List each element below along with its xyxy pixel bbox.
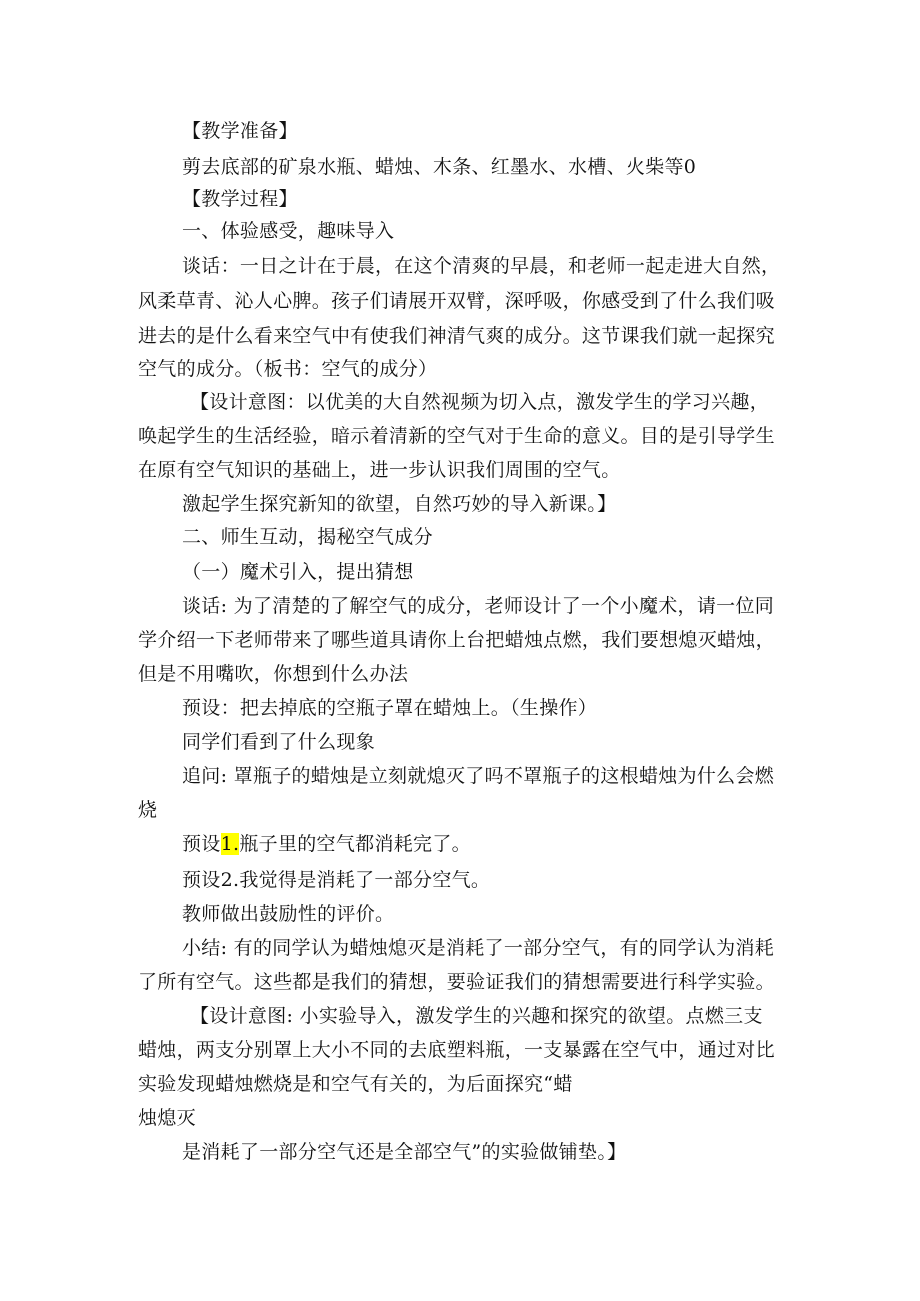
highlighted-number: 1. [220,833,240,855]
process-heading: 【教学过程】 [182,188,298,210]
intent1-line: 唤起学生的生活经验，暗示着清新的空气对于生命的意义。目的是引导学生 [138,425,775,447]
talk1-line: 空气的成分。（板书：空气的成分） [138,358,438,380]
section1-title: 一、体验感受，趣味导入 [182,220,395,242]
section2-title: 二、师生互动，揭秘空气成分 [182,526,433,548]
prep-heading: 【教学准备】 [182,120,298,142]
preset-a-prefix: 预设 [182,833,221,855]
intent1-line: 【设计意图：以优美的大自然视频为切入点，激发学生的学习兴趣， [190,391,770,413]
observe-question: 同学们看到了什么现象 [182,731,376,753]
preset-a [182,826,471,862]
ask-line: 烧 [138,799,158,821]
intent2-line: 蜡烛，两支分别罩上大小不同的去底塑料瓶，一支暴露在空气中，通过对比 [138,1039,775,1061]
sub1-title: （一）魔术引入，提出猜想 [182,561,414,583]
intent2-line: 实验发现蜡烛燃烧是和空气有关的，为后面探究“蜡 [138,1073,573,1095]
summary-line: 了所有空气。这些都是我们的猜想，要验证我们的猜想需要进行科学实验。 [138,971,775,993]
intent1-line: 在原有空气知识的基础上，进一步认识我们周围的空气。 [138,459,621,481]
talk2-line: 谈话: 为了清楚的了解空气的成分，老师设计了一个小魔术，请一位同 [182,595,775,617]
intent2-line: 【设计意图: 小实验导入，激发学生的兴趣和探究的欲望。点燃三支 [190,1005,763,1027]
prep-text: 剪去底部的矿泉水瓶、蜡烛、木条、红墨水、水槽、火柴等0 [182,156,697,178]
preset-a-text: 瓶子里的空气都消耗完了。 [239,833,471,855]
preset1: 预设：把去掉底的空瓶子罩在蜡烛上。（生操作） [182,697,598,719]
ask-line: 追问: 罩瓶子的蜡烛是立刻就熄灭了吗不罩瓶子的这根蜡烛为什么会燃 [182,765,775,787]
talk1-line: 谈话：一日之计在于晨，在这个清爽的早晨，和老师一起走进大自然， [182,255,781,277]
talk2-line: 但是不用嘴吹，你想到什么办法 [138,663,409,685]
intent1-end: 激起学生探究新知的欲望，自然巧妙的导入新课。】 [182,493,617,515]
summary-line: 小结: 有的同学认为蜡烛熄灭是消耗了一部分空气，有的同学认为消耗 [182,937,775,959]
talk2-line: 学介绍一下老师带来了哪些道具请你上台把蜡烛点燃，我们要想熄灭蜡烛， [138,629,775,651]
intent2-line: 烛熄灭 [138,1107,196,1129]
talk1-line: 风柔草青、沁人心脾。孩子们请展开双臂，深呼吸，你感受到了什么我们吸 [138,290,775,312]
preset-b: 预设2.我觉得是消耗了一部分空气。 [182,869,491,891]
talk1-line: 进去的是什么看来空气中有使我们神清气爽的成分。这节课我们就一起探究 [138,325,775,347]
intent2-end: 是消耗了一部分空气还是全部空气”的实验做铺垫。】 [182,1141,627,1163]
teacher-eval: 教师做出鼓励性的评价。 [182,903,395,925]
